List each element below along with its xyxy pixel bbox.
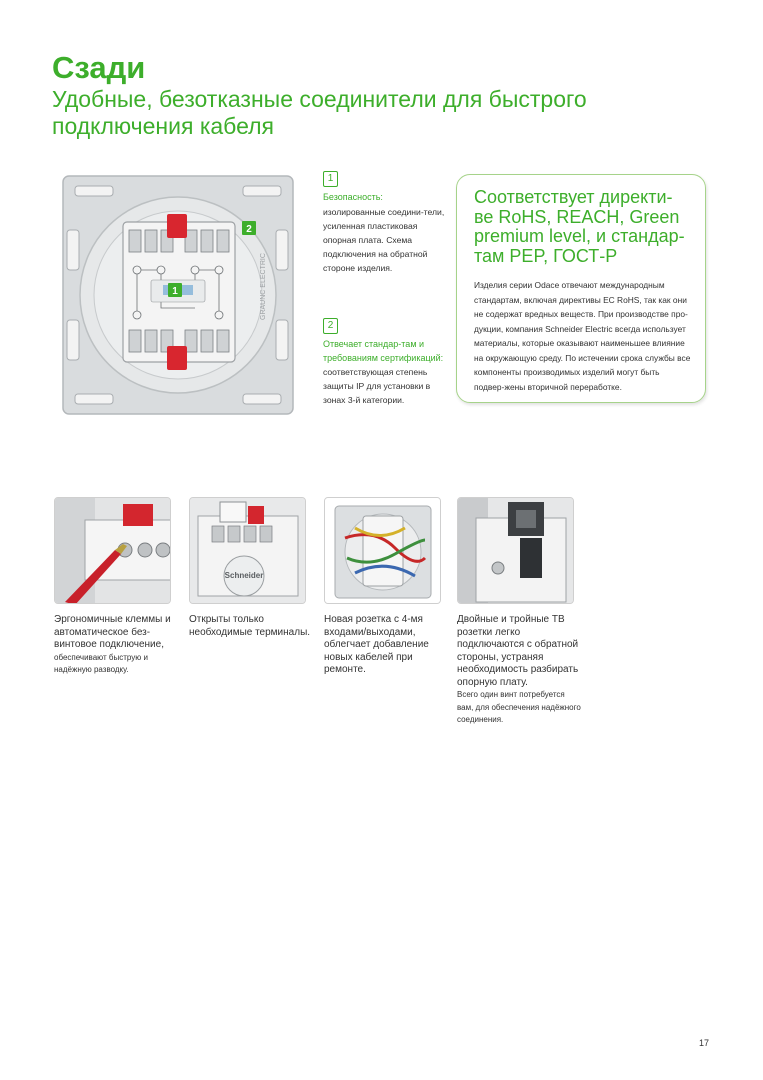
caption-tv-socket: [457, 614, 582, 727]
feature-number: 2: [323, 318, 338, 334]
socket-wires-image: [325, 498, 441, 604]
certification-title: Соответствует директи-ве RoHS, REACH, Green premium level, и стандар-там PEP, ГОСТ-Р: [474, 187, 685, 266]
caption-small: Всего один винт потребуется вам, для обеспечения надёжного соединения.: [457, 690, 581, 724]
page-title: Сзади: [52, 50, 146, 85]
caption-small: обеспечивают быструю и надёжную разводку.: [54, 652, 148, 674]
mechanism-image: [190, 498, 306, 604]
feature-body: изолированные соедини-тели, усиленная пластиковая опорная плата. Схема подключения на обратной стороне изделия.: [323, 206, 445, 273]
thumbnail-terminals: [54, 497, 171, 604]
caption-terminals: [54, 614, 179, 677]
caption-open-terminals: [189, 614, 314, 639]
frame-side-text: GRAUNC ELECTRIC: [260, 253, 267, 320]
caption-main: Двойные и тройные ТВ розетки легко подключаются с обратной стороны, устраняя необходимость разбирать опорную плату.: [457, 614, 579, 688]
caption-socket: [324, 614, 449, 677]
caption-main: Новая розетка с 4-мя входами/выходами, облегчает добавление новых кабелей при ремонте.: [324, 614, 429, 675]
feature-body: соответствующая степень защиты IP для установки в зонах 3-й категории.: [323, 367, 431, 405]
page-subtitle: Удобные, безотказные соединители для быстрого подключения кабеля: [52, 86, 587, 139]
badge-2: [242, 221, 256, 235]
svg-text:2: 2: [246, 224, 252, 235]
thumbnail-tv-socket: [457, 497, 574, 604]
certification-body: Изделия серии Odace отвечают международным стандартам, включая директивы ЕС RoHS, так как они не содержат вредных веществ. При производстве про-дукции, компания Schneider Electric всегда использует материалы, которые оказывают наименьшее влияние на окружающую среду. По истечении срока службы все компоненты производимых изделий могут быть подвер-жены вторичной переработке.: [474, 280, 691, 392]
thumbnail-socket: [324, 497, 441, 604]
badge-1: [168, 283, 182, 297]
feature-standards: [323, 318, 448, 407]
product-back-image: [55, 170, 300, 420]
certification-box: [456, 174, 706, 403]
red-lever-bottom: [167, 346, 187, 370]
brand-text: Schneider: [224, 571, 264, 580]
caption-main: Эргономичные клеммы и автоматическое без-винтовое подключение,: [54, 614, 171, 650]
feature-number: 1: [323, 171, 338, 187]
thumbnail-open-terminals: [189, 497, 306, 604]
caption-main: Открыты только необходимые терминалы.: [189, 614, 311, 638]
terminal-screwdriver-image: [55, 498, 171, 604]
svg-text:1: 1: [172, 286, 178, 297]
red-lever-top: [167, 214, 187, 238]
feature-safety: [323, 171, 448, 275]
tv-socket-image: [458, 498, 574, 604]
page-number: 17: [699, 1038, 710, 1048]
feature-heading: Безопасность:: [323, 192, 383, 202]
feature-heading: Отвечает стандар-там и требованиям сертификаций:: [323, 339, 444, 363]
